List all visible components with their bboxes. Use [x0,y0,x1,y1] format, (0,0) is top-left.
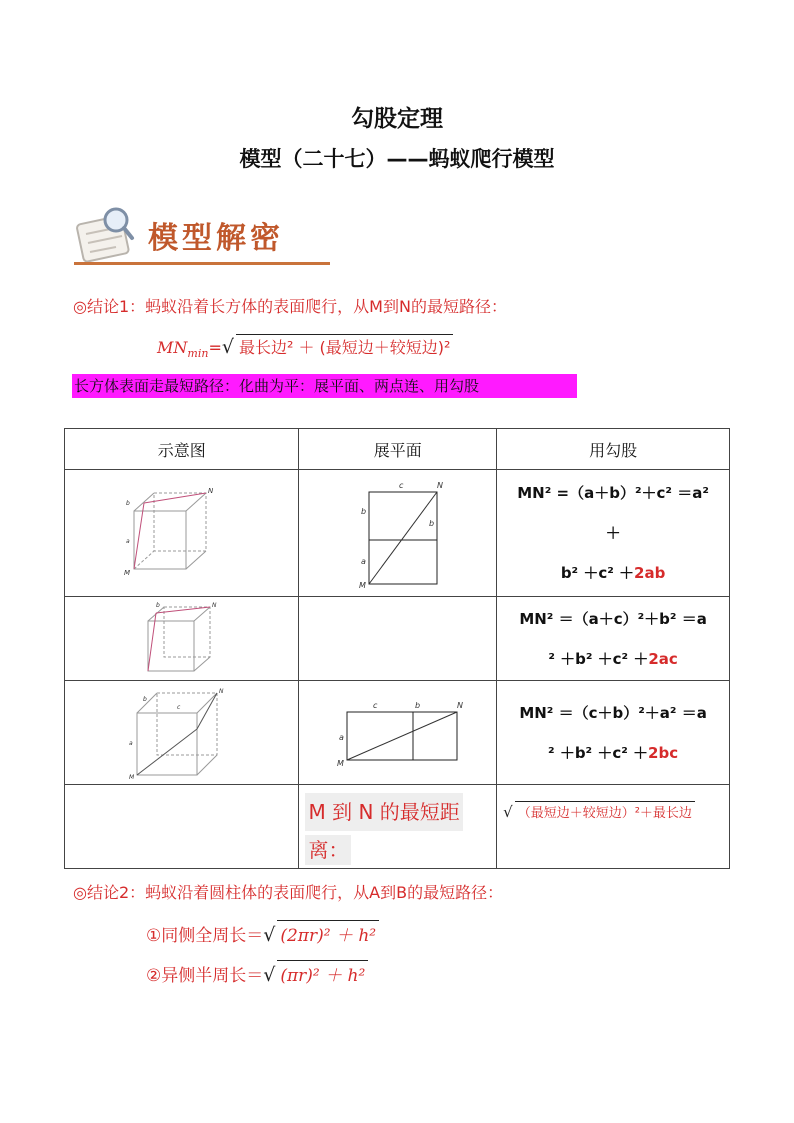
formula-ab: MN² =（a＋b）²＋c² ＝a² ＋ b² ＋c² ＋2ab [497,470,730,597]
formula-ac: MN² ＝（a＋c）²＋b² ＝a ² ＋b² ＋c² ＋2ac [497,597,730,681]
label-b: b [142,695,147,703]
unfold-diagram-3 [299,681,497,785]
banner-underline [74,262,330,265]
cuboid-diagram-1 [65,470,299,597]
label-m: M [123,569,130,577]
label-a: a [128,739,133,747]
label-a: a [338,732,344,742]
table-row [65,785,730,869]
label-n: N [211,601,217,609]
shortest-distance-formula: √ （最短边＋较短边）²＋最长边 [497,785,730,869]
page-subtitle: 模型（二十七）——蚂蚁爬行模型 [239,147,555,171]
label-n: N [218,687,224,695]
empty-cell [65,785,299,869]
page-title: 勾股定理 [351,106,443,132]
label-b: b [428,519,434,528]
label-c: c [398,481,404,490]
label-c: c [176,703,181,711]
formula-opposite-side: ②异侧半周长＝√ (πr)² ＋ h² [146,960,368,986]
cuboid-diagram-3 [65,681,299,785]
label-m: M [128,773,134,781]
label-c: c [372,700,378,710]
label-b: b [360,507,366,516]
label-m: M [336,758,344,768]
formula-bc: MN² ＝（c＋b）²＋a² ＝a ² ＋b² ＋c² ＋2bc [497,681,730,785]
model-table [64,428,730,869]
label-b: b [125,500,130,507]
label-n: N [207,487,213,495]
formula-mn-min: $MN_{min}=√$ 最长边² ＋ (最短边＋较短边)² [157,334,453,360]
unfold-diagram-1 [299,470,497,597]
shortest-distance-label: M 到 N 的最短距 离： [299,785,497,869]
header-diagram: 示意图 [65,429,299,470]
unfold-empty [299,597,497,681]
label-b: b [414,700,420,710]
conclusion-1: ◎结论1：蚂蚁沿着长方体的表面爬行，从M到N的最短路径： [73,297,507,316]
header-pythagoras: 用勾股 [497,429,730,470]
table-row [65,597,730,681]
label-m: M [358,581,366,588]
table-row [65,470,730,597]
label-a: a [360,557,366,566]
table-row [65,681,730,785]
label-n: N [456,700,463,710]
label-n: N [436,481,443,490]
formula-same-side: ①同侧全周长＝√ (2πr)² ＋ h² [146,920,379,946]
label-b: b [155,601,160,609]
banner-title: 模型解密 [148,221,284,256]
highlight-strategy: 长方体表面走最短路径：化曲为平：展平面、两点连、用勾股 [72,374,577,398]
conclusion-2: ◎结论2：蚂蚁沿着圆柱体的表面爬行，从A到B的最短路径： [73,883,504,902]
header-unfold: 展平面 [299,429,497,470]
label-a: a [125,538,130,545]
cuboid-diagram-2 [65,597,299,681]
